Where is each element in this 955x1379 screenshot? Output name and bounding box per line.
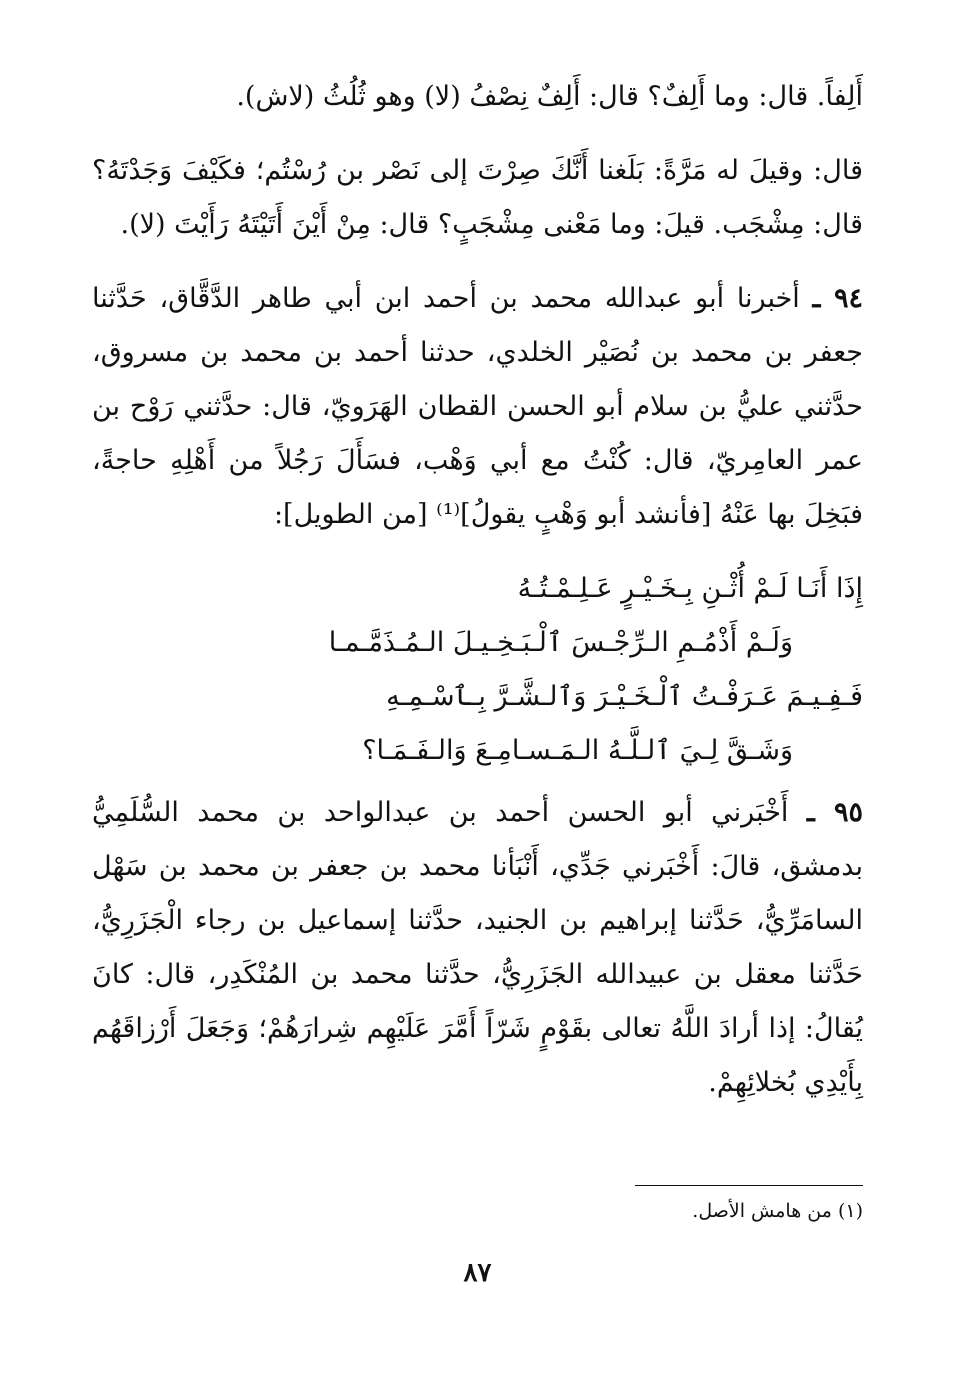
footnote: (١) من هامش الأصل. [692,1200,863,1222]
paragraph-94-text: أخبرنا أبو عبدالله محمد بن أحمد ابن أبي طاهر الدَّقَّاق، حَدَّثنا جعفر بن محمد بن نُصَيْر الخلدي، حدثنا أحمد بن محمد بن مسروق، حدَّثني عليُّ بن سلام أبو الحسن القطان الهَرَويّ، قال: حدَّثني رَوْح بن عمر العامِريّ، قال: كُنْتُ مع أبي وَهْب، فسَأَلَ رَجُلاً من أَهْلِهِ حاجةً، فبَخِلَ بها عَنْهُ [فأنشد أبو وَهْبٍ يقولُ]⁽¹⁾ [من الطويل]: [92,283,863,530]
paragraph-95 [92,786,863,1110]
page-body [92,70,863,1130]
paragraph-1-text: أَلِفاً. قال: وما أَلِفٌ؟ قال: أَلِفٌ نِصْفُ (لا) وهو ثُلُثُ (لاش). [236,81,863,112]
paragraph-95-text: أَخْبَرني أبو الحسن أحمد بن عبدالواحد بن محمد السُّلَمِيُّ بدمشق، قالَ: أَخْبَرني جَدِّي، أَنْبَأنا محمد بن جعفر بن محمد بن سَهْل السامَرِّيُّ، حَدَّثنا إبراهيم بن الجنيد، حدَّثنا إسماعيل بن رجاء الْجَزَرِيُّ، حَدَّثنا معقل بن عبيدالله الجَزَرِيُّ، حدَّثنا محمد بن المُنْكَدِر، قال: كانَ يُقالُ: إذا أرادَ اللَّهُ تعالى بقَوْمٍ شَرّاً أَمَّرَ عَلَيْهِم شِرارَهُمْ؛ وَجَعَلَ أَرْزاقَهُم بِأَيْدِي بُخلائِهِمْ. [92,797,863,1098]
poem-verse-1: إِذَا أَنَـا لَـمْ أُثْـنِ بِـخَـيْـرٍ عَـلِـمْـتُـهُ [517,573,863,604]
poem-verse-4: وَشَـقَّ لِـيَ ٱلـلَّـهُ الـمَـسـامِـعَ وَالـفَـمَـا؟ [362,735,793,766]
paragraph-2-text: قال: وقيلَ له مَرَّةً: بَلَغنا أَنَّكَ صِرْتَ إلى نَصْر بن رُسْتُم؛ فكَيْفَ وَجَدْتَهُ؟ قال: مِشْجَب. قيلَ: وما مَعْنى مِشْجَبٍ؟ قال: مِنْ أَيْنَ أَتَيْتَهُ رَأَيْتَ (لا). [92,155,863,240]
poem [92,562,863,778]
footnote-divider [635,1185,863,1186]
paragraph-1 [92,70,863,124]
paragraph-94-number: ٩٤ ـ [812,283,863,314]
paragraph-95-number: ٩٥ ـ [806,797,863,828]
poem-verse-2: وَلَـمْ أَذْمُـمِ الـرِّجْـسَ ٱلْـبَـخِـيـلَ الـمُـذَمَّـمـا [328,627,793,658]
page-number: ٨٧ [463,1258,492,1288]
poem-verse-3: فَـفِـيـمَ عَـرَفْـتُ ٱلْـخَـيْـرَ وَٱلـشَّـرَّ بِـٱسْـمِـهِ [386,681,863,712]
paragraph-2 [92,144,863,252]
paragraph-94 [92,272,863,542]
